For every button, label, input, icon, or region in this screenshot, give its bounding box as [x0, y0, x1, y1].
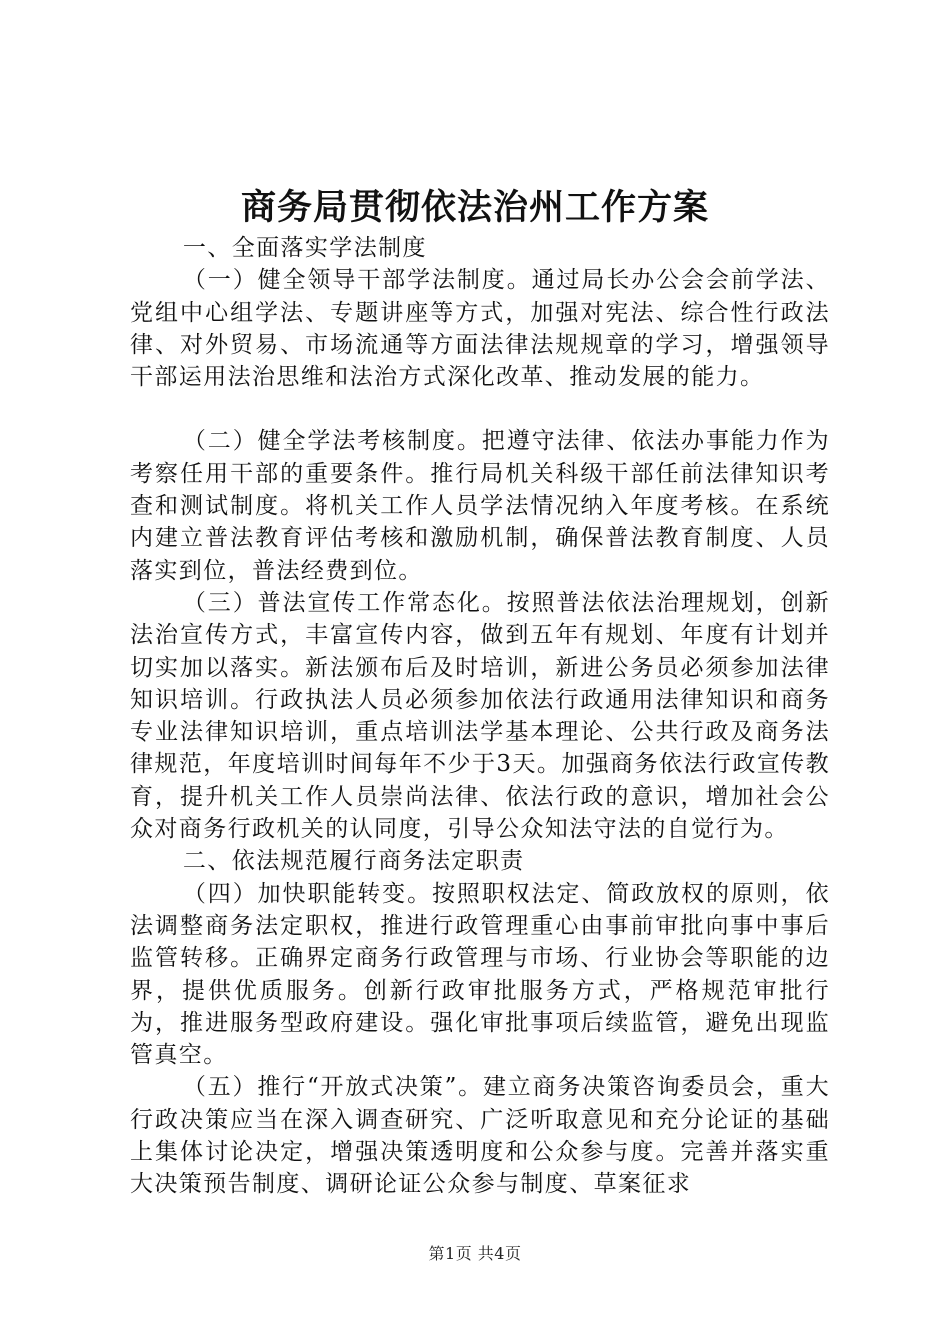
paragraph-4: （四）加快职能转变。按照职权法定、简政放权的原则，依法调整商务法定职权，推进行政管理重心由事前审批向事中事后监管转移。正确界定商务行政管理与市场、行业协会等职能的边界，提供优质服务。创新行政审批服务方式，严格规范审批行为，推进服务型政府建设。强化审批事项后续监管，避免出现监管真空。 [130, 880, 830, 1069]
paragraph-5: （五）推行“开放式决策”。建立商务决策咨询委员会，重大行政决策应当在深入调查研究、广泛听取意见和充分论证的基础上集体讨论决定，增强决策透明度和公众参与度。完善并落实重大决策预告制度、调研论证公众参与制度、草案征求 [130, 1074, 830, 1198]
document-title: 商务局贯彻依法治州工作方案 [240, 187, 709, 228]
paragraph-3: （三）普法宣传工作常态化。按照普法依法治理规划，创新法治宣传方式，丰富宣传内容，做到五年有规划、年度有计划并切实加以落实。新法颁布后及时培训，新进公务员必须参加法律知识培训。行政执法人员必须参加依法行政通用法律知识和商务专业法律知识培训，重点培训法学基本理论、公共行政及商务法律规范，年度培训时间每年不少于3天。加强商务依法行政宣传教育，提升机关工作人员崇尚法律、依法行政的意识，增加社会公众对商务行政机关的认同度，引导公众知法守法的自觉行为。 [130, 589, 830, 843]
page-footer: 第1页 共4页 [428, 1244, 522, 1263]
paragraph-1: （一）健全领导干部学法制度。通过局长办公会会前学法、党组中心组学法、专题讲座等方式，加强对宪法、综合性行政法律、对外贸易、市场流通等方面法律法规规章的学习，增强领导干部运用法治思维和法治方式深化改革、推动发展的能力。 [130, 267, 830, 391]
paragraph-2: （二）健全学法考核制度。把遵守法律、依法办事能力作为考察任用干部的重要条件。推行局机关科级干部任前法律知识考查和测试制度。将机关工作人员学法情况纳入年度考核。在系统内建立普法教育评估考核和激励机制，确保普法教育制度、人员落实到位，普法经费到位。 [130, 428, 830, 584]
document-body [130, 232, 830, 1201]
section-heading-1: 一、全面落实学法制度 [182, 235, 427, 261]
section-heading-2: 二、依法规范履行商务法定职责 [182, 848, 525, 875]
